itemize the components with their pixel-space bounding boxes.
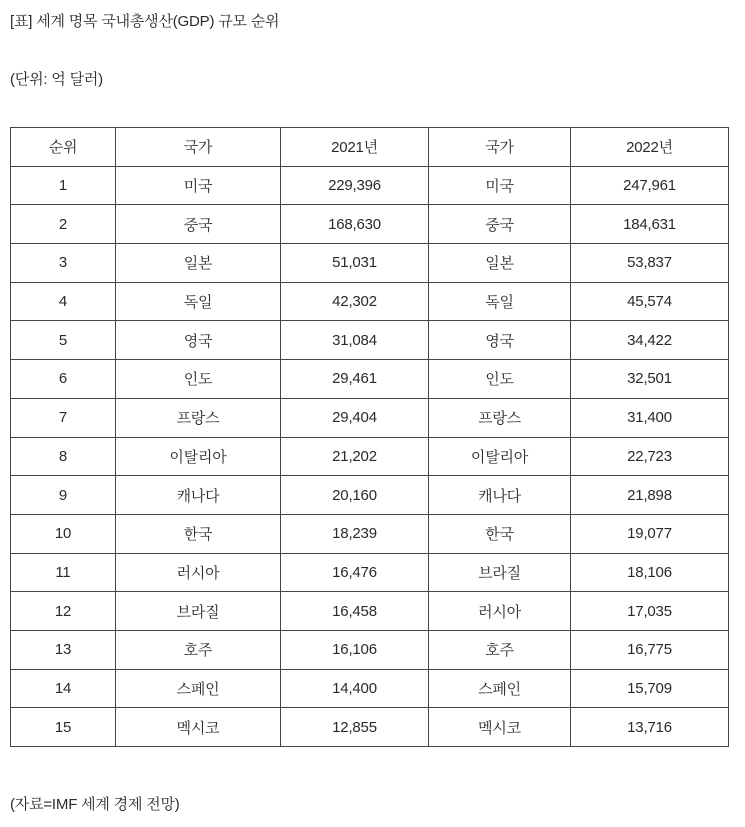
cell-gdp-2021: 51,031 bbox=[281, 244, 429, 283]
cell-country-2022: 멕시코 bbox=[429, 708, 571, 747]
table-row bbox=[11, 205, 729, 244]
cell-rank: 12 bbox=[11, 592, 116, 631]
cell-gdp-2022: 19,077 bbox=[571, 514, 729, 553]
cell-rank: 6 bbox=[11, 360, 116, 399]
table-row bbox=[11, 592, 729, 631]
cell-gdp-2021: 29,404 bbox=[281, 398, 429, 437]
cell-rank: 9 bbox=[11, 476, 116, 515]
cell-gdp-2022: 18,106 bbox=[571, 553, 729, 592]
cell-gdp-2021: 229,396 bbox=[281, 166, 429, 205]
cell-gdp-2021: 18,239 bbox=[281, 514, 429, 553]
header-country-2021: 국가 bbox=[116, 128, 281, 167]
cell-gdp-2022: 247,961 bbox=[571, 166, 729, 205]
cell-gdp-2021: 16,476 bbox=[281, 553, 429, 592]
cell-gdp-2022: 22,723 bbox=[571, 437, 729, 476]
cell-gdp-2021: 16,458 bbox=[281, 592, 429, 631]
cell-country-2022: 캐나다 bbox=[429, 476, 571, 515]
cell-gdp-2021: 16,106 bbox=[281, 630, 429, 669]
table-row bbox=[11, 476, 729, 515]
table-row bbox=[11, 360, 729, 399]
cell-gdp-2021: 12,855 bbox=[281, 708, 429, 747]
cell-country-2021: 일본 bbox=[116, 244, 281, 283]
cell-country-2021: 러시아 bbox=[116, 553, 281, 592]
cell-country-2022: 일본 bbox=[429, 244, 571, 283]
table-row bbox=[11, 244, 729, 283]
cell-gdp-2021: 168,630 bbox=[281, 205, 429, 244]
table-row bbox=[11, 669, 729, 708]
table-row bbox=[11, 437, 729, 476]
header-year-2022: 2022년 bbox=[571, 128, 729, 167]
header-rank: 순위 bbox=[11, 128, 116, 167]
source-note: (자료=IMF 세계 경제 전망) bbox=[10, 796, 180, 813]
cell-country-2022: 프랑스 bbox=[429, 398, 571, 437]
table-header-row bbox=[11, 128, 729, 167]
table-row bbox=[11, 553, 729, 592]
cell-country-2022: 러시아 bbox=[429, 592, 571, 631]
cell-country-2021: 프랑스 bbox=[116, 398, 281, 437]
cell-rank: 2 bbox=[11, 205, 116, 244]
cell-country-2022: 독일 bbox=[429, 282, 571, 321]
cell-gdp-2021: 21,202 bbox=[281, 437, 429, 476]
table-row bbox=[11, 630, 729, 669]
cell-gdp-2022: 15,709 bbox=[571, 669, 729, 708]
cell-rank: 10 bbox=[11, 514, 116, 553]
cell-gdp-2021: 42,302 bbox=[281, 282, 429, 321]
table-row bbox=[11, 514, 729, 553]
cell-gdp-2022: 21,898 bbox=[571, 476, 729, 515]
cell-rank: 13 bbox=[11, 630, 116, 669]
cell-gdp-2022: 32,501 bbox=[571, 360, 729, 399]
cell-gdp-2022: 184,631 bbox=[571, 205, 729, 244]
cell-country-2022: 미국 bbox=[429, 166, 571, 205]
cell-gdp-2022: 17,035 bbox=[571, 592, 729, 631]
cell-rank: 4 bbox=[11, 282, 116, 321]
cell-rank: 7 bbox=[11, 398, 116, 437]
cell-gdp-2022: 16,775 bbox=[571, 630, 729, 669]
header-country-2022: 국가 bbox=[429, 128, 571, 167]
page-title: [표] 세계 명목 국내총생산(GDP) 규모 순위 bbox=[10, 13, 280, 30]
cell-country-2021: 인도 bbox=[116, 360, 281, 399]
cell-country-2022: 인도 bbox=[429, 360, 571, 399]
cell-country-2022: 스페인 bbox=[429, 669, 571, 708]
cell-country-2021: 독일 bbox=[116, 282, 281, 321]
cell-country-2021: 미국 bbox=[116, 166, 281, 205]
cell-country-2021: 캐나다 bbox=[116, 476, 281, 515]
table-row bbox=[11, 166, 729, 205]
cell-gdp-2022: 34,422 bbox=[571, 321, 729, 360]
cell-gdp-2021: 20,160 bbox=[281, 476, 429, 515]
cell-gdp-2022: 53,837 bbox=[571, 244, 729, 283]
cell-country-2021: 호주 bbox=[116, 630, 281, 669]
cell-rank: 1 bbox=[11, 166, 116, 205]
cell-rank: 15 bbox=[11, 708, 116, 747]
table-row bbox=[11, 708, 729, 747]
cell-country-2022: 중국 bbox=[429, 205, 571, 244]
cell-country-2022: 한국 bbox=[429, 514, 571, 553]
cell-country-2021: 영국 bbox=[116, 321, 281, 360]
gdp-ranking-table bbox=[10, 127, 729, 747]
cell-country-2021: 브라질 bbox=[116, 592, 281, 631]
cell-gdp-2022: 31,400 bbox=[571, 398, 729, 437]
cell-gdp-2022: 45,574 bbox=[571, 282, 729, 321]
cell-gdp-2021: 31,084 bbox=[281, 321, 429, 360]
cell-country-2021: 멕시코 bbox=[116, 708, 281, 747]
cell-rank: 3 bbox=[11, 244, 116, 283]
cell-country-2021: 스페인 bbox=[116, 669, 281, 708]
cell-rank: 5 bbox=[11, 321, 116, 360]
cell-gdp-2021: 14,400 bbox=[281, 669, 429, 708]
table-row bbox=[11, 282, 729, 321]
table-row bbox=[11, 321, 729, 360]
cell-country-2022: 호주 bbox=[429, 630, 571, 669]
cell-gdp-2022: 13,716 bbox=[571, 708, 729, 747]
cell-rank: 8 bbox=[11, 437, 116, 476]
cell-gdp-2021: 29,461 bbox=[281, 360, 429, 399]
unit-label: (단위: 억 달러) bbox=[10, 71, 103, 88]
cell-country-2021: 이탈리아 bbox=[116, 437, 281, 476]
cell-country-2022: 브라질 bbox=[429, 553, 571, 592]
cell-country-2021: 중국 bbox=[116, 205, 281, 244]
cell-country-2022: 이탈리아 bbox=[429, 437, 571, 476]
cell-country-2022: 영국 bbox=[429, 321, 571, 360]
cell-country-2021: 한국 bbox=[116, 514, 281, 553]
cell-rank: 11 bbox=[11, 553, 116, 592]
cell-rank: 14 bbox=[11, 669, 116, 708]
header-year-2021: 2021년 bbox=[281, 128, 429, 167]
table-row bbox=[11, 398, 729, 437]
